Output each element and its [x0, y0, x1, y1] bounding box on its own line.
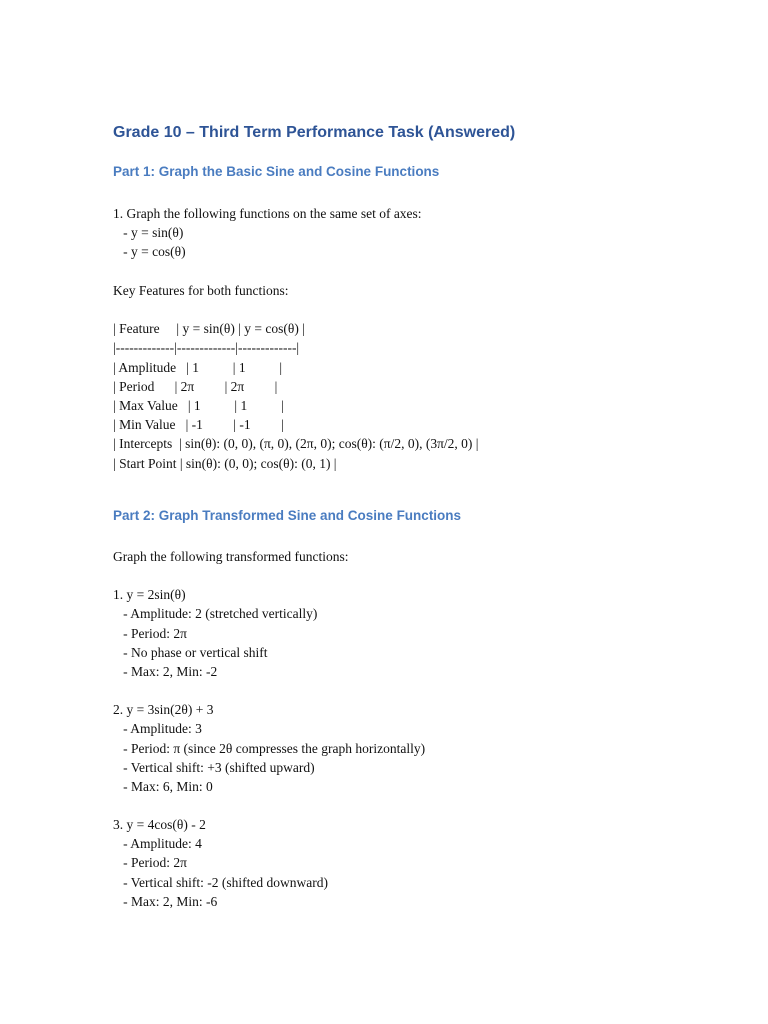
part1-line: | Period | 2π | 2π | [113, 378, 278, 394]
part1-line: |-------------|-------------|-------------| [113, 340, 300, 356]
part2-line: - No phase or vertical shift [113, 644, 268, 660]
part2-line: - Amplitude: 2 (stretched vertically) [113, 606, 318, 622]
part1-line: - y = sin(θ) [113, 225, 184, 241]
part1-heading: Part 1: Graph the Basic Sine and Cosine Functions [113, 164, 440, 179]
part1-line: - y = cos(θ) [113, 244, 186, 260]
part1-line: | Amplitude | 1 | 1 | [113, 359, 283, 375]
part1-line: | Start Point | sin(θ): (0, 0); cos(θ): (0, 1) | [113, 455, 337, 471]
part2-line: - Period: 2π [113, 855, 187, 871]
part1-line: | Feature | y = sin(θ) | y = cos(θ) | [113, 321, 305, 337]
part1-line: Key Features for both functions: [113, 282, 289, 298]
part2-line: Graph the following transformed functions: [113, 549, 349, 564]
part2-line: - Period: 2π [113, 625, 187, 641]
part2-line: 2. y = 3sin(2θ) + 3 [113, 702, 214, 718]
part1-line: | Min Value | -1 | -1 | [113, 417, 284, 433]
part1-line: | Max Value | 1 | 1 | [113, 398, 284, 413]
part2-line: - Vertical shift: +3 (shifted upward) [113, 759, 315, 775]
part2-line: 1. y = 2sin(θ) [113, 587, 186, 603]
part2-line: - Max: 2, Min: -2 [113, 663, 218, 679]
part2-line: - Vertical shift: -2 (shifted downward) [113, 874, 328, 890]
part2-line: - Max: 2, Min: -6 [113, 893, 218, 909]
part2-heading: Part 2: Graph Transformed Sine and Cosine Functions [113, 508, 462, 523]
part1-line: | Intercepts | sin(θ): (0, 0), (π, 0), (2π, 0); cos(θ): (π/2, 0), (3π/2, 0) | [113, 436, 479, 452]
part2-line: - Max: 6, Min: 0 [113, 778, 213, 794]
part2-line: - Amplitude: 4 [113, 836, 202, 852]
part1-line: 1. Graph the following functions on the same set of axes: [113, 206, 422, 221]
document-title: Grade 10 – Third Term Performance Task (Answered) [113, 124, 516, 141]
part2-line: - Period: π (since 2θ compresses the graph horizontally) [113, 740, 426, 756]
part2-line: 3. y = 4cos(θ) - 2 [113, 817, 206, 833]
part2-line: - Amplitude: 3 [113, 721, 202, 737]
